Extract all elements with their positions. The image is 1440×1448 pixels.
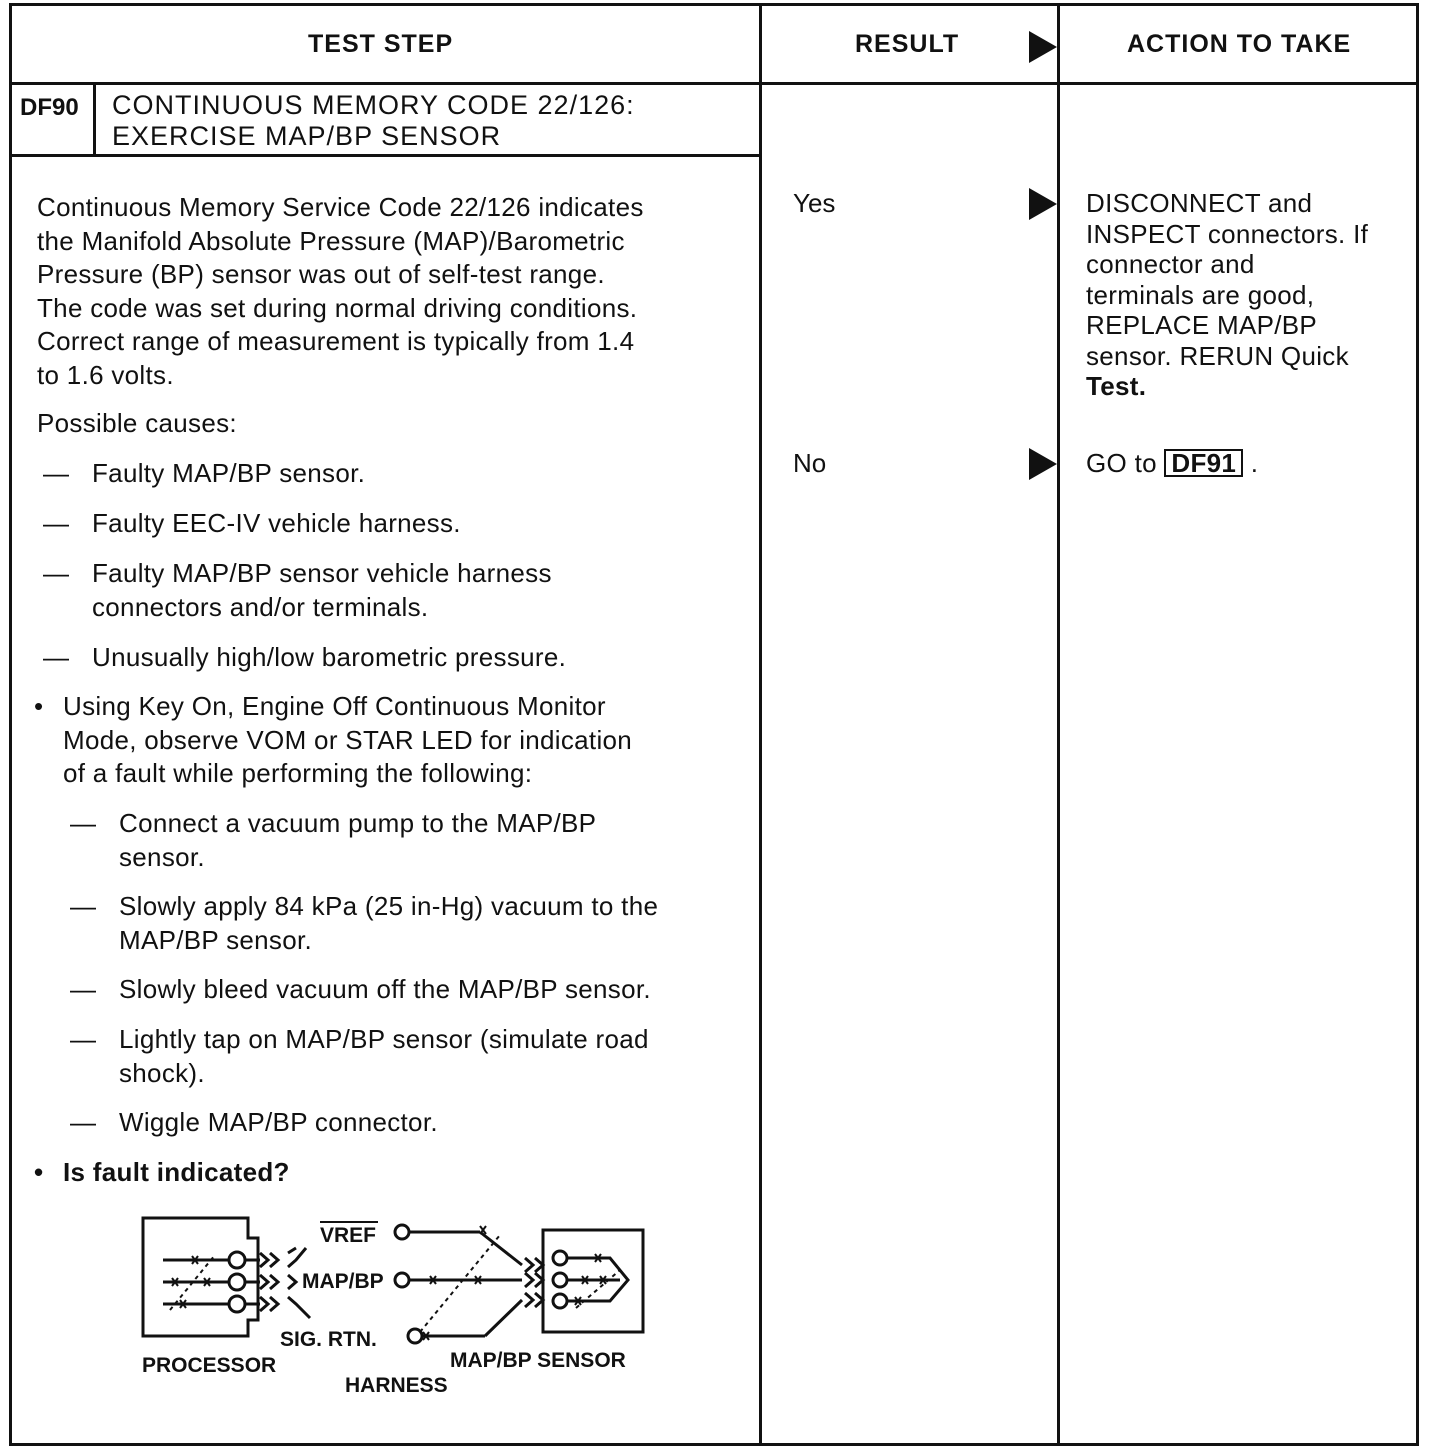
action-yes: DISCONNECT and INSPECT connectors. If connector and terminals are good, REPLACE MAP/BP sensor. RERUN Quick Test. (1086, 188, 1369, 401)
cause-item: Faulty MAP/BP sensor. (92, 458, 366, 488)
dash: — (70, 1107, 96, 1137)
question: Is fault indicated? (63, 1157, 290, 1187)
label-sig-rtn: SIG. RTN. (280, 1328, 377, 1351)
dash: — (70, 808, 96, 838)
dash: — (43, 642, 69, 672)
substep: Lightly tap on MAP/BP sensor (simulate road shock). (119, 1024, 649, 1088)
result-yes-arrow-icon (1029, 188, 1057, 220)
column-divider (1057, 3, 1060, 1443)
dash: — (70, 1024, 96, 1054)
dash: — (43, 458, 69, 488)
bullet: • (34, 691, 44, 721)
step-title: CONTINUOUS MEMORY CODE 22/126: EXERCISE MAP/BP SENSOR (112, 90, 635, 151)
label-processor: PROCESSOR (142, 1354, 277, 1377)
description: Continuous Memory Service Code 22/126 indicates the Manifold Absolute Pressure (MAP)/Barometric Pressure (BP) sensor was out of self-test range. The code was set during normal driving conditions. Correct range of measurement is typically from 1.4 to 1.6 volts. (37, 192, 644, 390)
label-vref: VREF (320, 1224, 377, 1247)
substep: Slowly bleed vacuum off the MAP/BP sensor. (119, 974, 651, 1004)
instruction: Using Key On, Engine Off Continuous Monitor Mode, observe VOM or STAR LED for indication of a fault while performing the following: (63, 691, 633, 788)
title-divider (9, 154, 762, 157)
substep: Wiggle MAP/BP connector. (119, 1107, 438, 1137)
dash: — (43, 508, 69, 538)
causes-label: Possible causes: (37, 408, 237, 438)
wiring-diagram (130, 1210, 690, 1405)
substep: Slowly apply 84 kPa (25 in-Hg) vacuum to the MAP/BP sensor. (119, 891, 659, 955)
header-test-step: TEST STEP (308, 30, 454, 58)
result-yes: Yes (793, 188, 836, 218)
cause-item: Faulty MAP/BP sensor vehicle harness connectors and/or terminals. (92, 558, 552, 622)
dash: — (70, 974, 96, 1004)
cause-item: Unusually high/low barometric pressure. (92, 642, 567, 672)
result-no: No (793, 448, 827, 478)
header-action: ACTION TO TAKE (1127, 30, 1352, 58)
header-result: RESULT (855, 30, 960, 58)
header-divider (9, 82, 1419, 85)
cause-item: Faulty EEC-IV vehicle harness. (92, 508, 461, 538)
header-arrow-icon (1029, 31, 1057, 63)
label-sensor: MAP/BP SENSOR (450, 1349, 626, 1372)
label-map-bp: MAP/BP (302, 1270, 384, 1293)
id-divider (93, 82, 96, 157)
column-divider (759, 3, 762, 1443)
dash: — (43, 558, 69, 588)
bullet: • (34, 1157, 44, 1187)
dash: — (70, 891, 96, 921)
substep: Connect a vacuum pump to the MAP/BP sensor. (119, 808, 597, 872)
goto-df91-link[interactable]: DF91 (1164, 449, 1243, 477)
step-id: DF90 (20, 94, 79, 121)
action-no: GO to DF91 . (1086, 448, 1259, 478)
label-harness: HARNESS (345, 1374, 448, 1397)
result-no-arrow-icon (1029, 448, 1057, 480)
